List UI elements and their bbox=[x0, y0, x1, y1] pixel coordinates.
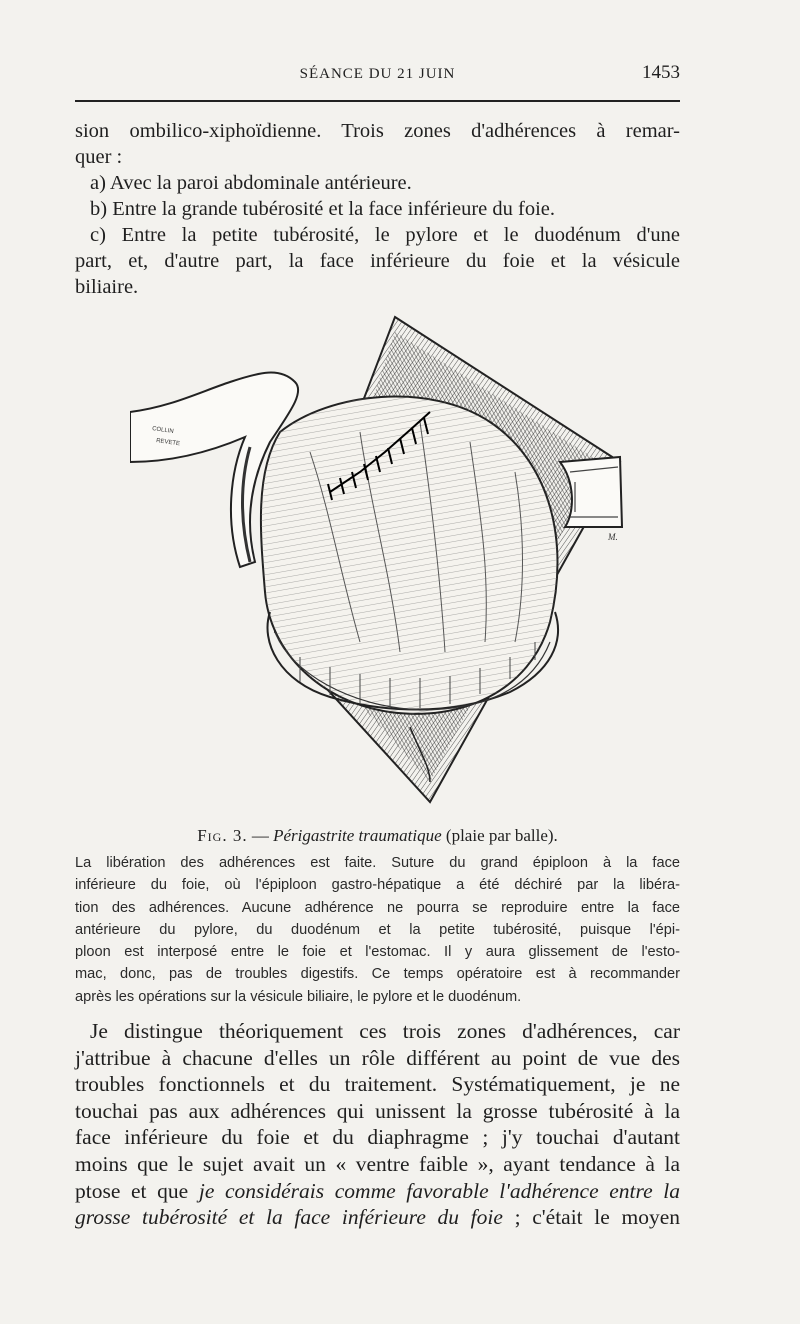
body-text-italic: grosse tubérosité et la face inférieure du foie bbox=[75, 1205, 503, 1230]
figure-label: Fig. 3. bbox=[197, 826, 248, 845]
stomach-organ bbox=[261, 397, 558, 714]
body-line bbox=[75, 1178, 680, 1205]
figure-subtitle: (plaie par balle). bbox=[441, 826, 558, 845]
list-item-c-continued: part, et, d'autre part, la face inférieure du foie et la vésicule bbox=[75, 250, 680, 272]
instrument-maker-mark: COLLIN bbox=[151, 426, 175, 435]
intro-line: sion ombilico-xiphoïdienne. Trois zones d'adhérences à remar- bbox=[75, 120, 680, 142]
intro-paragraph bbox=[75, 118, 680, 300]
body-line bbox=[75, 1204, 680, 1231]
caption-line: mac, donc, pas de troubles digestifs. Ce temps opératoire est à recommander bbox=[75, 966, 680, 983]
body-line: moins que le sujet avait un « ventre faible », ayant tendance à la bbox=[75, 1151, 680, 1176]
body-paragraph bbox=[75, 1018, 680, 1231]
page-number: 1453 bbox=[642, 62, 680, 83]
list-item-b: b) Entre la grande tubérosité et la face inférieure du foie. bbox=[90, 198, 556, 220]
body-text-italic: je considérais comme favorable l'adhérence entre la bbox=[198, 1178, 680, 1203]
caption-line: antérieure du pylore, du duodénum et la petite tubérosité, puisque l'épi- bbox=[75, 921, 680, 938]
list-item-c: c) Entre la petite tubérosité, le pylore et le duodénum d'une bbox=[90, 224, 680, 246]
engraver-signature: M. bbox=[608, 532, 618, 542]
illustration-svg bbox=[130, 312, 630, 812]
caption-line: ploon est interposé entre le foie et l'estomac. Il y aura glissement de l'esto- bbox=[75, 944, 680, 961]
body-text-plain: ptose et que bbox=[75, 1178, 199, 1203]
figure-title: Périgastrite traumatique bbox=[273, 826, 442, 845]
list-item-c-continued: biliaire. bbox=[75, 276, 139, 298]
caption-line: La libération des adhérences est faite. Suture du grand épiploon à la face bbox=[75, 855, 680, 871]
figure-caption-title bbox=[75, 826, 680, 846]
header-rule bbox=[75, 100, 680, 102]
caption-line: après les opérations sur la vésicule biliaire, le pylore et le duodénum. bbox=[75, 988, 522, 1005]
intro-line: quer : bbox=[75, 146, 123, 168]
body-line: Je distingue théoriquement ces trois zones d'adhérences, car bbox=[90, 1019, 680, 1043]
caption-dash: — bbox=[247, 826, 274, 845]
caption-line: tion des adhérences. Aucune adhérence ne pourra se reproduire entre la face bbox=[75, 899, 680, 916]
caption-line: inférieure du foie, où l'épiploon gastro-hépatique a été déchiré par la libéra- bbox=[75, 877, 680, 894]
body-line: j'attribue à chacune d'elles un rôle différent au point de vue des bbox=[75, 1045, 680, 1070]
list-item-a: a) Avec la paroi abdominale antérieure. bbox=[90, 172, 412, 194]
body-line: face inférieure du foie et du diaphragme ; j'y touchai d'autant bbox=[75, 1125, 680, 1150]
surgical-illustration bbox=[130, 312, 630, 812]
running-head bbox=[75, 62, 680, 90]
body-text-plain: ; c'était le moyen bbox=[502, 1205, 681, 1230]
instrument-maker-mark: REVETE bbox=[155, 438, 181, 448]
running-head-title: SÉANCE DU 21 JUIN bbox=[299, 66, 456, 82]
figure-caption-body bbox=[75, 852, 680, 1008]
body-line: troubles fonctionnels et du traitement. Systématiquement, je ne bbox=[75, 1072, 680, 1097]
body-line: touchai pas aux adhérences qui unissent la grosse tubérosité à la bbox=[75, 1098, 680, 1123]
